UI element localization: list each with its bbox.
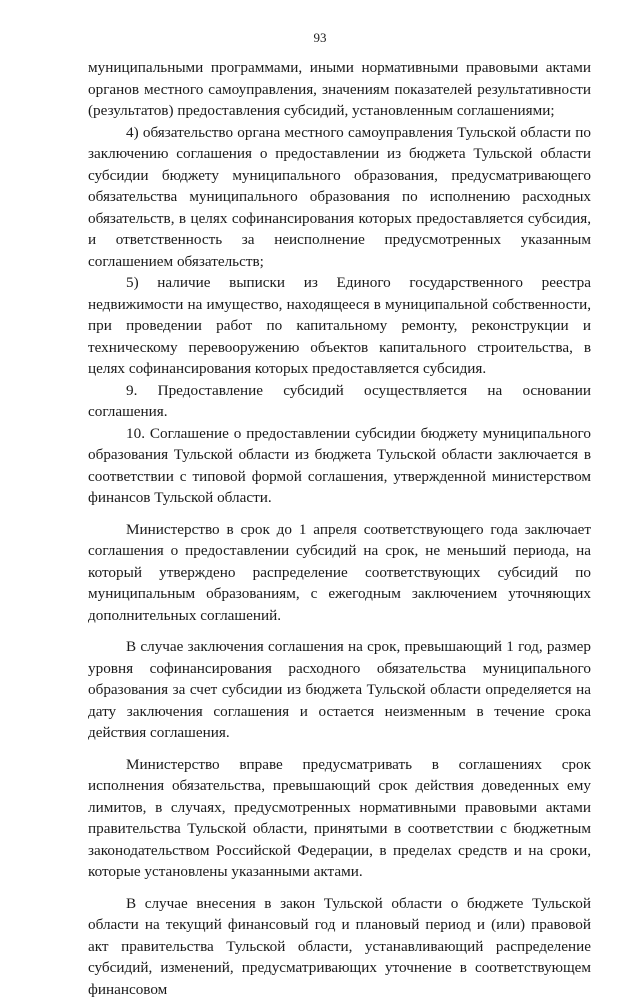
paragraph: 9. Предоставление субсидий осуществляется на основании соглашения.: [88, 380, 591, 423]
paragraph: муниципальными программами, иными нормативными правовыми актами органов местного самоуправления, значениям показателей результативности (результатов) предоставления субсидий, установленным соглашениями;: [88, 57, 591, 122]
paragraph: В случае внесения в закон Тульской области о бюджете Тульской области на текущий финансовый год и плановый период и (или) правовой акт правительства Тульской области, устанавливающий распределение субсидий, изменений, предусматривающих уточнение в соответствующем финансовом: [88, 893, 591, 1000]
paragraph: 10. Соглашение о предоставлении субсидии бюджету муниципального образования Тульской области из бюджета Тульской области заключается в соответствии с типовой формой соглашения, утвержденной министерством финансов Тульской области.: [88, 423, 591, 509]
paragraph: 5) наличие выписки из Единого государственного реестра недвижимости на имущество, находящееся в муниципальной собственности, при проведении работ по капитальному ремонту, реконструкции и техническому перевооружению объектов капитального строительства, в целях софинансирования которых предоставляется субсидия.: [88, 272, 591, 380]
paragraph: Министерство в срок до 1 апреля соответствующего года заключает соглашения о предоставлении субсидий на срок, не меньший периода, на который утверждено распределение соответствующих субсидий по муниципальным образованиям, с ежегодным заключением уточняющих дополнительных соглашений.: [88, 519, 591, 627]
page-number: 93: [0, 30, 640, 46]
paragraph: В случае заключения соглашения на срок, превышающий 1 год, размер уровня софинансирования расходного обязательства муниципального образования за счет субсидии из бюджета Тульской области определяется на дату заключения соглашения и остается неизменным в течение срока действия соглашения.: [88, 636, 591, 744]
document-body: [88, 57, 591, 1000]
paragraph: 4) обязательство органа местного самоуправления Тульской области по заключению соглашения о предоставлении из бюджета Тульской области субсидии бюджету муниципального образования, предусматривающего обязательства муниципального образования по исполнению расходных обязательств, в целях софинансирования которых предоставляется субсидия, и ответственность за неисполнение предусмотренных указанным соглашением обязательств;: [88, 122, 591, 273]
paragraph: Министерство вправе предусматривать в соглашениях срок исполнения обязательства, превышающий срок действия доведенных ему лимитов, в случаях, предусмотренных нормативными правовыми актами правительства Тульской области, принятыми в соответствии с бюджетным законодательством Российской Федерации, в пределах средств и на сроки, которые установлены указанными актами.: [88, 754, 591, 883]
